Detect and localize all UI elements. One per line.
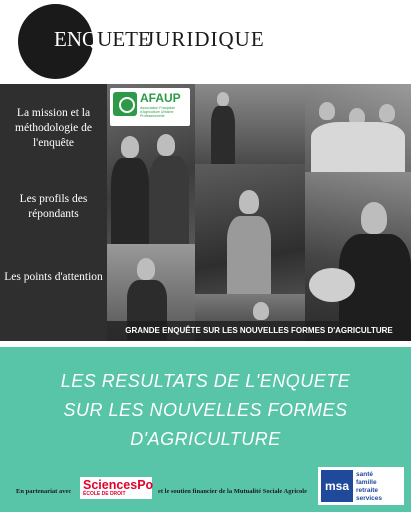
photo-face [121, 136, 139, 158]
photo-face [319, 102, 335, 120]
results-title [0, 367, 411, 454]
logo-enquete-rest: UETE [97, 27, 151, 51]
header [0, 0, 411, 84]
photo-body [227, 216, 271, 294]
afaup-leaf-icon [113, 92, 137, 116]
sciencespo-name: SciencesPo [83, 478, 154, 492]
sidebar-item-profils[interactable]: Les profils des répondants [19, 193, 88, 220]
photo-body [311, 122, 405, 172]
afaup-logo [110, 88, 190, 126]
photo-group [305, 84, 411, 172]
msa-tag: famille [356, 479, 377, 486]
photo-face [239, 190, 259, 214]
results-band [0, 347, 411, 512]
photo-body [111, 158, 149, 244]
photo-man-basket [305, 172, 411, 341]
photo-body [211, 106, 235, 164]
sciencespo-sub: ÉCOLE DE DROIT [83, 491, 126, 497]
photo-body [149, 156, 189, 244]
logo-juridique: JURIDIQUE [146, 27, 265, 51]
photo-greenhouse [195, 84, 305, 164]
photo-face [379, 104, 395, 122]
sidebar [0, 84, 107, 341]
photo-collage [0, 84, 411, 341]
afaup-name: AFAUP [140, 91, 181, 105]
msa-tag: services [356, 495, 383, 502]
sciencespo-logo [80, 477, 152, 499]
results-title-line: SUR LES NOUVELLES FORMES [63, 400, 348, 420]
photo-face [157, 134, 175, 156]
photo-basket [309, 268, 355, 302]
photo-face [217, 92, 229, 106]
photo-woman-garden [195, 164, 305, 294]
logo-enquete [54, 27, 151, 52]
afaup-subtitle: Association Française d'Agriculture Urbaine Professionnelle [140, 106, 176, 118]
msa-tag: santé [356, 471, 373, 478]
sidebar-item-mission[interactable]: La mission et la méthodologie de l'enquête [15, 107, 92, 149]
photo-face [137, 258, 155, 280]
msa-tag: retraite [356, 487, 379, 494]
logo-enquete-main: ENQ [54, 27, 98, 51]
results-title-line: D'AGRICULTURE [130, 429, 281, 449]
partner-text: En partenariat avec [16, 488, 72, 495]
support-text: et le soutien financier de la Mutualité Sociale Agricole [158, 488, 307, 495]
msa-mark: msa [321, 470, 353, 502]
survey-banner: GRANDE ENQUÊTE SUR LES NOUVELLES FORMES D'AGRICULTURE [107, 321, 411, 341]
sidebar-item-points[interactable]: Les points d'attention [4, 271, 103, 283]
photo-face [361, 202, 387, 234]
results-title-line: LES RESULTATS DE L'ENQUETE [60, 371, 351, 391]
photo-face [253, 302, 269, 320]
msa-logo [318, 467, 404, 505]
